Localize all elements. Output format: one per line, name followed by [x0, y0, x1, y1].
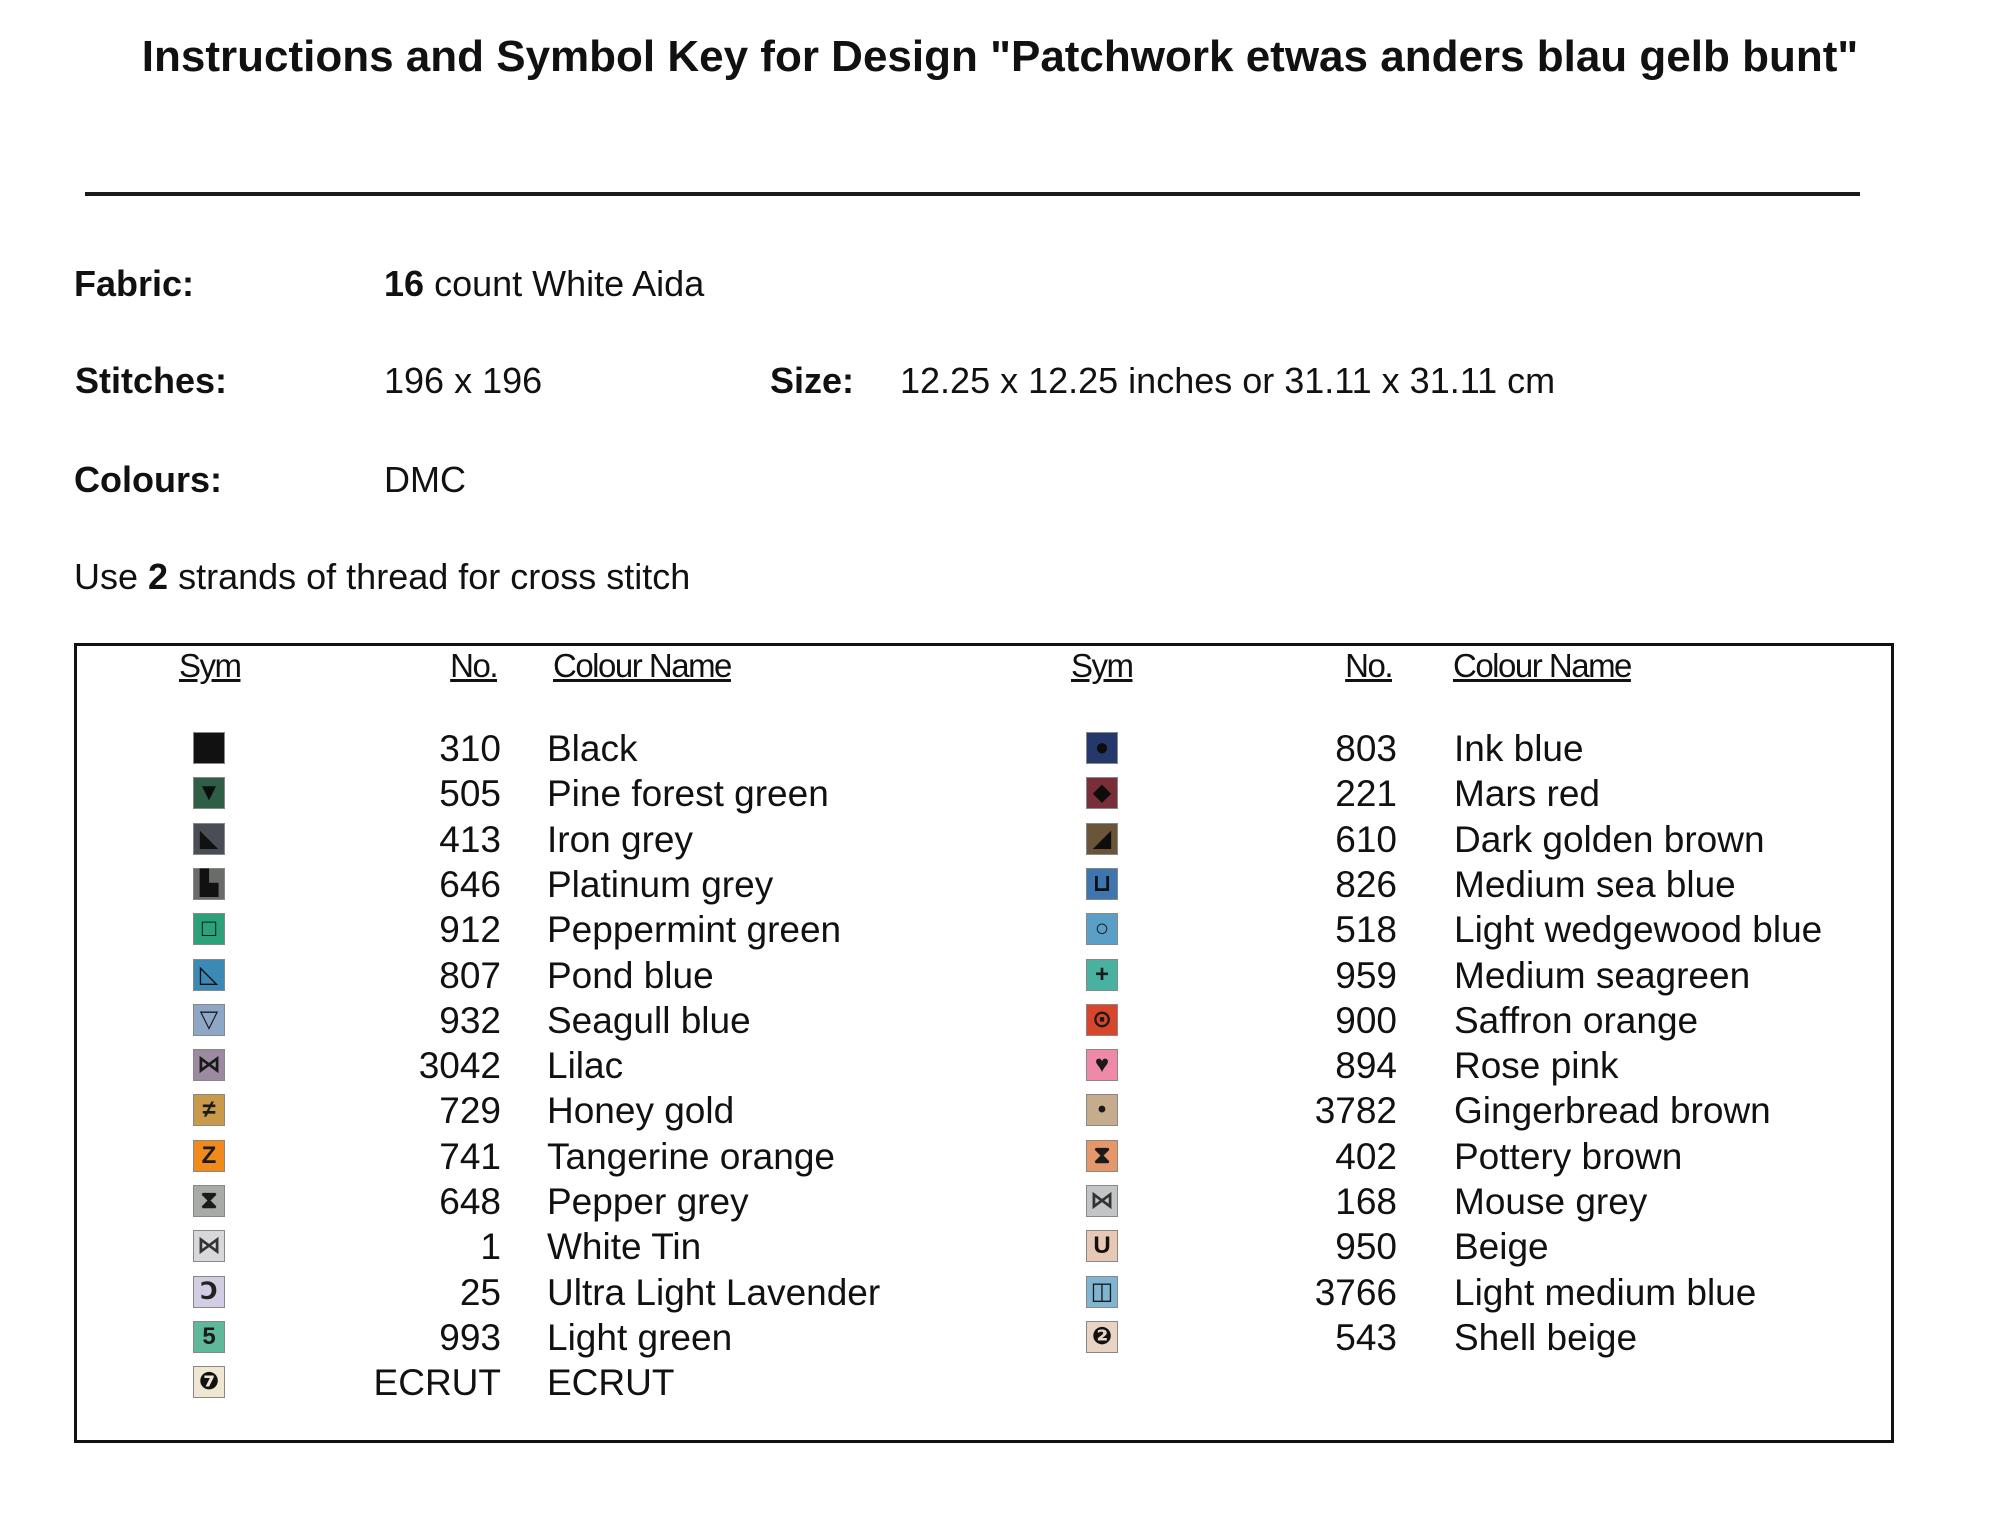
dmc-number: 168	[1335, 1181, 1397, 1222]
key-row-right	[77, 1043, 1891, 1088]
boxed-five-symbol: 5	[193, 1321, 225, 1353]
dmc-number: 518	[1335, 909, 1397, 951]
circled-two-symbol: ❷	[1086, 1321, 1118, 1353]
colour-name: Honey gold	[547, 1090, 735, 1132]
colour-name: Pepper grey	[547, 1181, 749, 1222]
size-label: Size:	[770, 360, 855, 401]
key-row-right	[77, 1179, 1891, 1224]
colour-name: Beige	[1454, 1226, 1549, 1268]
open-circle-symbol: ○	[1086, 913, 1118, 945]
dmc-number: 900	[1335, 999, 1397, 1041]
strands-instruction	[74, 557, 690, 597]
key-row-right	[77, 817, 1891, 862]
hourglass-symbol: ⧗	[1086, 1140, 1118, 1172]
dmc-number: 3782	[1314, 1090, 1397, 1132]
colour-name: Saffron orange	[1454, 999, 1699, 1041]
colour-name: Dark golden brown	[1454, 818, 1765, 860]
colour-name: Lilac	[547, 1045, 624, 1087]
dmc-number: 803	[1335, 728, 1397, 769]
header-no-right: No.	[1345, 647, 1392, 684]
key-row-right	[77, 1088, 1891, 1133]
solid-diamond-symbol: ◆	[1086, 777, 1118, 809]
key-row-right	[77, 907, 1891, 952]
colour-name: Light medium blue	[1454, 1271, 1757, 1313]
open-square-symbol: □	[193, 913, 225, 945]
colour-name: Tangerine orange	[547, 1135, 835, 1177]
circled-seven-symbol: ❼	[193, 1366, 225, 1398]
colour-name: Light green	[547, 1316, 733, 1358]
colour-name: Black	[547, 728, 638, 769]
colours-value: DMC	[384, 459, 466, 500]
colour-name: ECRUT	[547, 1362, 675, 1404]
stitches-label: Stitches:	[75, 360, 228, 401]
dmc-number: 950	[1335, 1226, 1397, 1268]
hourglass-symbol: ⧗	[193, 1185, 225, 1217]
circle-dot-symbol: ⊙	[1086, 1004, 1118, 1036]
colour-name: Pottery brown	[1454, 1135, 1683, 1177]
strands-suffix: strands of thread for cross stitch	[178, 556, 691, 597]
dmc-number: 932	[439, 999, 501, 1041]
dmc-number: 3766	[1314, 1271, 1397, 1313]
solid-square-symbol: ■	[193, 732, 225, 764]
colour-name: Gingerbread brown	[1454, 1090, 1771, 1132]
heart-symbol: ♥	[1086, 1049, 1118, 1081]
dmc-number: 3042	[418, 1045, 501, 1087]
colours-label: Colours:	[74, 459, 222, 500]
letter-u-symbol: U	[1086, 1230, 1118, 1262]
header-sym-left: Sym	[179, 647, 241, 684]
plus-symbol: +	[1086, 959, 1118, 991]
bowtie-symbol: ⋈	[193, 1230, 225, 1262]
block-corner-symbol: ▙	[193, 868, 225, 900]
colour-name: White Tin	[547, 1226, 702, 1268]
dmc-number: 729	[439, 1090, 501, 1132]
colour-name: Ultra Light Lavender	[547, 1271, 881, 1313]
size-value: 12.25 x 12.25 inches or 31.11 x 31.11 cm	[900, 360, 1556, 401]
header-no-left: No.	[450, 647, 497, 684]
solid-circle-symbol: ●	[1086, 732, 1118, 764]
colour-name: Seagull blue	[547, 999, 751, 1041]
stitches-value: 196 x 196	[384, 360, 543, 401]
dmc-number: ECRUT	[373, 1362, 501, 1404]
dmc-number: 646	[439, 863, 501, 905]
square-cup-symbol: ⊔	[1086, 868, 1118, 900]
colour-name: Pine forest green	[547, 773, 829, 815]
key-row-right	[77, 1224, 1891, 1269]
dmc-number: 959	[1335, 954, 1397, 996]
title-divider	[85, 192, 1860, 196]
dmc-number: 221	[1335, 773, 1397, 815]
symbol-key-table	[74, 643, 1894, 1443]
dmc-number: 505	[439, 773, 501, 815]
fabric-text: count White Aida	[434, 263, 705, 304]
key-row-right	[77, 862, 1891, 907]
header-name-right: Colour Name	[1453, 647, 1631, 684]
fabric-count: 16	[384, 263, 425, 304]
key-row-right	[77, 1315, 1891, 1360]
reverse-c-symbol: Ↄ	[193, 1276, 225, 1308]
colour-name: Mouse grey	[1454, 1181, 1648, 1222]
split-square-symbol: ◫	[1086, 1276, 1118, 1308]
key-row-right	[77, 771, 1891, 816]
colour-name: Light wedgewood blue	[1454, 909, 1823, 951]
dmc-number: 894	[1335, 1045, 1397, 1087]
colour-name: Peppermint green	[547, 909, 842, 951]
colour-name: Medium sea blue	[1454, 863, 1736, 905]
dmc-number: 402	[1335, 1135, 1397, 1177]
key-row-left	[77, 1360, 1891, 1405]
strands-count: 2	[148, 556, 169, 597]
corner-triangle-symbol: ◣	[193, 823, 225, 855]
dmc-number: 826	[1335, 863, 1397, 905]
not-equal-symbol: ≠	[193, 1094, 225, 1126]
dmc-number: 648	[439, 1181, 501, 1222]
right-triangle-symbol: ◺	[193, 959, 225, 991]
colour-name: Medium seagreen	[1454, 954, 1751, 996]
colour-name: Iron grey	[547, 818, 694, 860]
fabric-value	[384, 264, 704, 304]
colour-name: Mars red	[1454, 773, 1600, 815]
key-row-right	[77, 953, 1891, 998]
page-title: Instructions and Symbol Key for Design "Patchwork etwas anders blau gelb bunt"	[141, 32, 1859, 81]
fabric-label: Fabric:	[74, 263, 195, 304]
colour-name: Shell beige	[1454, 1316, 1638, 1358]
colour-name: Pond blue	[547, 954, 714, 996]
dmc-number: 807	[439, 954, 501, 996]
letter-z-symbol: Z	[193, 1140, 225, 1172]
header-name-left: Colour Name	[553, 647, 731, 684]
open-down-triangle-symbol: ▽	[193, 1004, 225, 1036]
colour-name: Rose pink	[1454, 1045, 1619, 1087]
down-triangle-symbol: ▼	[193, 777, 225, 809]
dmc-number: 610	[1335, 818, 1397, 860]
dmc-number: 413	[439, 818, 501, 860]
key-row-right	[77, 726, 1891, 771]
dmc-number: 993	[439, 1316, 501, 1358]
key-row-right	[77, 998, 1891, 1043]
key-row-right	[77, 1270, 1891, 1315]
colour-name: Ink blue	[1454, 728, 1584, 769]
dmc-number: 543	[1335, 1316, 1397, 1358]
dmc-number: 310	[439, 728, 501, 769]
bowtie-symbol: ⋈	[193, 1049, 225, 1081]
dmc-number: 912	[439, 909, 501, 951]
bowtie-symbol: ⋈	[1086, 1185, 1118, 1217]
dmc-number: 741	[439, 1135, 501, 1177]
strands-prefix: Use	[74, 556, 139, 597]
lower-right-triangle-symbol: ◢	[1086, 823, 1118, 855]
header-sym-right: Sym	[1071, 647, 1133, 684]
colour-name: Platinum grey	[547, 863, 774, 905]
key-row-right	[77, 1134, 1891, 1179]
dmc-number: 1	[480, 1226, 501, 1268]
small-dot-symbol: •	[1086, 1094, 1118, 1126]
dmc-number: 25	[459, 1271, 501, 1313]
